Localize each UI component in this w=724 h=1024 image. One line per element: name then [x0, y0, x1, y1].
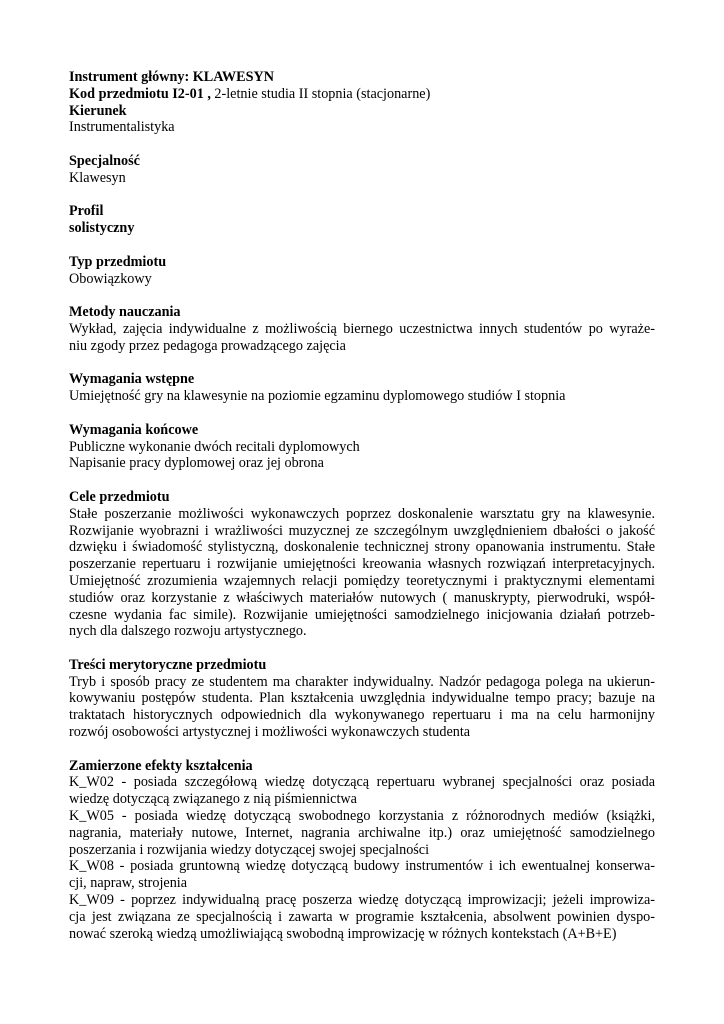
list-item: Napisanie pracy dyplomowej oraz jej obrona: [69, 455, 324, 472]
paragraph-line: nych dla dalszego rozwoju artystycznego.: [69, 623, 307, 640]
paragraph-line: poszerzania i rozwijania wiedzy dotyczącej swojej specjalności: [69, 841, 430, 858]
paragraph-line: dzwięku i świadomość stylistyczną, doskonalenie technicznej strony opanowania instrumentu. Stałe: [69, 539, 655, 556]
paragraph-line: nować szeroką wiedzą umożliwiającą swobodną improwizację w różnych kontekstach (A+B+E): [69, 925, 617, 942]
wymagania-koncowe-heading: Wymagania końcowe: [69, 421, 199, 438]
typ-heading: Typ przedmiotu: [69, 253, 167, 270]
profil-heading: Profil: [69, 203, 104, 220]
efekty-heading: Zamierzone efekty kształcenia: [69, 757, 253, 774]
paragraph-line: Rozwijanie wyobrazni i wrażliwości muzycznej ze szczególnym uwzględnieniem dbałości o jakość: [69, 522, 655, 539]
specjalnosc-value: Klawesyn: [69, 169, 126, 186]
paragraph-line: Wykład, zajęcia indywidualne z możliwością biernego uczestnictwa innych studentów po wyraże-: [69, 320, 655, 337]
paragraph-line: nagrania, materiały nutowe, Internet, nagrania archiwalne itp.) oraz umiejętność samodzielnego: [69, 824, 655, 841]
paragraph-line: K_W08 - posiada gruntowną wiedzę dotyczącą budowy instrumentów i ich ewentualnej konserwa-: [69, 858, 655, 875]
tresci-heading: Treści merytoryczne przedmiotu: [69, 656, 267, 673]
paragraph-line: czesne wydania fac simile). Rozwijanie umiejętności samodzielnego inicjowania działań potrzeb-: [69, 606, 655, 623]
paragraph-line: cja jest związana ze specjalnością i zawarta w programie kształcenia, absolwent powinien dyspo-: [69, 908, 655, 925]
paragraph-line: K_W02 - posiada szczegółową wiedzę dotyczącą repertuaru wybranej specjalności oraz posiada: [69, 774, 655, 791]
document-body: [69, 69, 655, 942]
kierunek-heading: Kierunek: [69, 102, 127, 119]
paragraph-line: Umiejętność zrozumienia wzajemnych relacji pomiędzy teoretycznymi i praktycznymi elementami: [69, 572, 655, 589]
paragraph-line: niu zgody przez pedagoga prowadzącego zajęcia: [69, 337, 346, 354]
profil-value: solistyczny: [69, 220, 135, 237]
paragraph-line: cji, napraw, strojenia: [69, 875, 188, 892]
wymagania-wstepne-value: Umiejętność gry na klawesynie na poziomie egzaminu dyplomowego studiów I stopnia: [69, 388, 566, 405]
specjalnosc-heading: Specjalność: [69, 152, 140, 169]
course-code-label: Kod przedmiotu I2-01 ,: [69, 85, 211, 102]
metody-heading: Metody nauczania: [69, 304, 181, 321]
kierunek-value: Instrumentalistyka: [69, 119, 175, 136]
instrument-line: Instrument główny: KLAWESYN: [69, 69, 274, 85]
paragraph-line: poszerzanie repertuaru i rozwijanie umiejętności kreowania własnych rozwiązań interpretacyjnych.: [69, 556, 655, 573]
course-code-detail: 2-letnie studia II stopnia (stacjonarne): [210, 85, 431, 102]
paragraph-line: K_W09 - poprzez indywidualną pracę poszerza wiedzę dotyczącą improwizacji; jeżeli improwiza-: [69, 892, 655, 909]
paragraph-line: K_W05 - posiada wiedzę dotyczącą swobodnego korzystania z różnorodnych mediów (książki,: [69, 808, 655, 825]
list-item: Publiczne wykonanie dwóch recitali dyplomowych: [69, 438, 360, 455]
paragraph-line: wiedzę dotyczącą związanego z nią piśmiennictwa: [69, 791, 357, 808]
course-code-line: [69, 86, 655, 103]
paragraph-line: traktatach historycznych odpowiednich dla wykonywanego repertuaru i ma na celu harmonijny: [69, 707, 655, 724]
paragraph-line: studiów oraz korzystanie z właściwych materiałów nutowych ( manuskrypty, pierwodruki, współ-: [69, 589, 655, 606]
wymagania-wstepne-heading: Wymagania wstępne: [69, 371, 195, 388]
paragraph-line: kowywaniu postępów studenta. Plan kształcenia uwzględnia indywidualne tempo pracy; bazuje na: [69, 690, 655, 707]
paragraph-line: Stałe poszerzanie możliwości wykonawczych poprzez doskonalenie warsztatu gry na klawesynie.: [69, 505, 655, 522]
cele-heading: Cele przedmiotu: [69, 488, 170, 505]
paragraph-line: Tryb i sposób pracy ze studentem ma charakter indywidualny. Nadzór pedagoga polega na ukierun-: [69, 673, 655, 690]
paragraph-line: rozwój osobowości artystycznej i możliwości wykonawczych studenta: [69, 724, 471, 741]
typ-value: Obowiązkowy: [69, 270, 152, 287]
